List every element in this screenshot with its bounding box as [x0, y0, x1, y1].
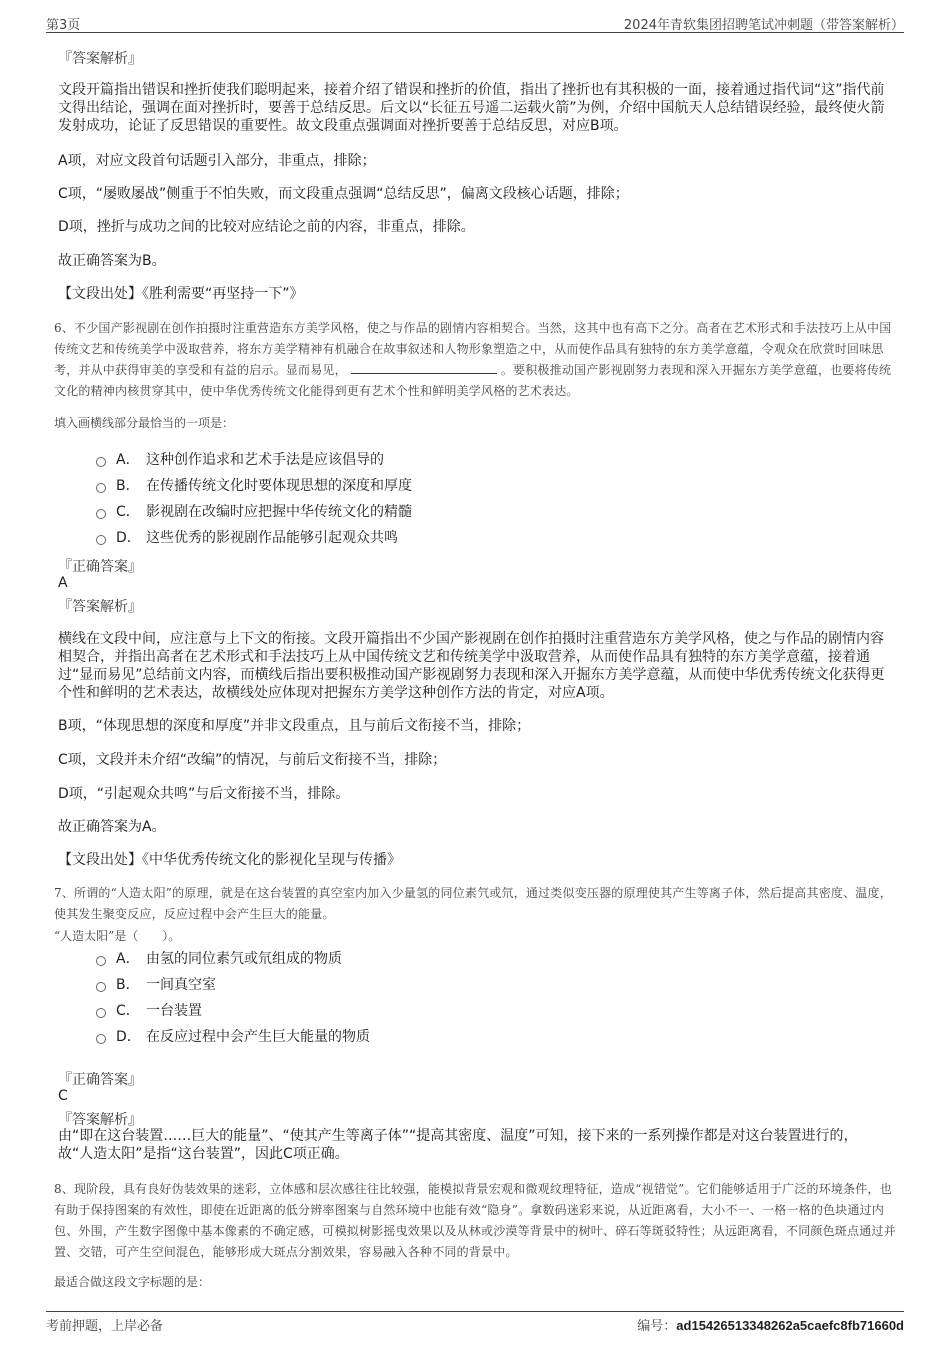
q6-analysis-label: 『答案解析』	[58, 599, 142, 615]
q5-conclusion: 故正确答案为B。	[58, 253, 166, 269]
q6-option-b[interactable]: B． 在传播传统文化时要体现思想的深度和厚度	[96, 475, 412, 495]
radio-icon[interactable]	[96, 1034, 106, 1044]
radio-icon[interactable]	[96, 982, 106, 992]
q7-answer: C	[58, 1088, 68, 1104]
q7-analysis-label: 『答案解析』	[58, 1112, 142, 1128]
q6-answer-label: 『正确答案』	[58, 559, 142, 575]
q6-stem	[54, 318, 896, 402]
q6-blank	[351, 361, 497, 374]
radio-icon[interactable]	[96, 457, 106, 467]
footer-id-label: 编号：	[637, 1319, 677, 1334]
q6-analysis: 横线在文段中间，应注意与上下文的衔接。文段开篇指出不少国产影视剧在创作拍摄时注重营造东方美学风格，使之与作品的剧情内容相契合，并指出高者在艺术形式和手法技巧上从中国传统文艺和传统美学中汲取营养，从而使作品具有独特的东方美学意蕴，接着通过“显而易见”总结前文内容，而横线后指出要积极推动国产影视剧努力表现和深入开掘东方美学意蕴，从而使中华优秀传统文化获得更个性和鲜明的艺术表达，故横线处应体现对把握东方美学这种创作方法的肯定，对应A项。	[58, 631, 885, 701]
q6-option-c-note: C项，文段并未介绍“改编”的情况，与前后文衔接不当，排除；	[58, 752, 447, 768]
radio-icon[interactable]	[96, 1008, 106, 1018]
page-footer	[46, 1311, 904, 1342]
q7-answer-label: 『正确答案』	[58, 1072, 142, 1088]
q5-option-a-note: A项，对应文段首句话题引入部分，非重点，排除；	[58, 153, 376, 169]
q7-option-c[interactable]: C． 一台装置	[96, 1000, 202, 1020]
q5-analysis-label: 『答案解析』	[58, 51, 142, 67]
q7-question: “人造太阳”是（ ）。	[54, 929, 181, 943]
radio-icon[interactable]	[96, 956, 106, 966]
q6-source: 【文段出处】《中华优秀传统文化的影视化呈现与传播》	[58, 852, 401, 868]
radio-icon[interactable]	[96, 509, 106, 519]
footer-id	[637, 1315, 904, 1334]
q7-stem: 7、所谓的“人造太阳”的原理，就是在这台装置的真空室内加入少量氢的同位素氕或氘，通过类似变压器的原理使其产生等离子体，然后提高其密度、温度，使其发生聚变反应，反应过程中会产生巨大的能量。	[54, 886, 892, 921]
q6-option-b-note: B项，“体现思想的深度和厚度”并非文段重点，且与前后文衔接不当，排除；	[58, 718, 531, 734]
q7-option-d[interactable]: D． 在反应过程中会产生巨大能量的物质	[96, 1026, 370, 1046]
radio-icon[interactable]	[96, 483, 106, 493]
footer-id-value: ad15426513348262a5caefc8fb71660d	[676, 1318, 904, 1333]
q6-stem-part1: 6、不少国产影视剧在创作拍摄时注重营造东方美学风格，使之与作品的剧情内容相契合。当然，这其中也有高下之分。高者在艺术形式和手法技巧上从中国传统文艺和传统美学中汲取营养，将东方美学精神有机融合在故事叙述和人物形象塑造之中，从而使作品具有独特的东方美学意蕴，令观众在欣赏时回味思考，并从中获得审美的享受和有益的启示。显而易见，	[54, 321, 892, 377]
page-header	[46, 0, 904, 33]
q8-prompt: 最适合做这段文字标题的是：	[54, 1275, 211, 1289]
q5-source: 【文段出处】《胜利需要“再坚持一下”》	[58, 286, 304, 302]
q7-analysis: 由“即在这台装置……巨大的能量”、“使其产生等离子体”“提高其密度、温度”可知，接下来的一系列操作都是对这台装置进行的，故“人造太阳”是指“这台装置”，因此C项正确。	[58, 1128, 858, 1162]
document-title: 2024年青软集团招聘笔试冲刺题（带答案解析）	[623, 18, 904, 33]
q6-conclusion: 故正确答案为A。	[58, 819, 166, 835]
q6-option-c[interactable]: C． 影视剧在改编时应把握中华传统文化的精髓	[96, 501, 412, 521]
q6-answer: A	[58, 575, 68, 591]
q6-option-a[interactable]: A． 这种创作追求和艺术手法是应该倡导的	[96, 449, 384, 469]
radio-icon[interactable]	[96, 535, 106, 545]
footer-slogan: 考前押题，上岸必备	[46, 1319, 164, 1334]
page-number: 第3页	[46, 18, 81, 33]
q7-option-b[interactable]: B． 一间真空室	[96, 974, 216, 994]
q6-prompt: 填入画横线部分最恰当的一项是：	[54, 416, 235, 430]
q6-option-d[interactable]: D． 这些优秀的影视剧作品能够引起观众共鸣	[96, 527, 398, 547]
q8-stem: 8、现阶段，具有良好伪装效果的迷彩，立体感和层次感往往比较强，能模拟背景宏观和微观纹理特征，造成“视错觉”。它们能够适用于广泛的环境条件，也有助于保持图案的有效性，即使在近距离的低分辨率图案与自然环境中也能有效“隐身”。拿数码迷彩来说，从近距离看，大小不一、一格一格的色块通过内包、外围，产生数字图像中基本像素的不确定感，可模拟树影摇曳效果以及从林或沙漠等背景中的树叶、碎石等斑驳特性；从远距离看，不同颜色斑点通过并置、交错，可产生空间混色，能够形成大斑点分割效果，容易融入各种不同的背景中。	[54, 1182, 896, 1259]
q5-option-c-note: C项，“屡败屡战”侧重于不怕失败，而文段重点强调“总结反思”，偏离文段核心话题，排除；	[58, 186, 629, 202]
q5-option-d-note: D项，挫折与成功之间的比较对应结论之前的内容，非重点，排除。	[58, 219, 475, 235]
q6-option-d-note: D项，“引起观众共鸣”与后文衔接不当，排除。	[58, 786, 350, 802]
q7-option-a[interactable]: A． 由氢的同位素氕或氘组成的物质	[96, 948, 342, 968]
q5-analysis: 文段开篇指出错误和挫折使我们聪明起来，接着介绍了错误和挫折的价值，指出了挫折也有其积极的一面，接着通过指代词“这”指代前文得出结论，强调在面对挫折时，要善于总结反思。后文以“长征五号遥二运载火箭”为例，介绍中国航天人总结错误经验，最终使火箭发射成功，论证了反思错误的重要性。故文段重点强调面对挫折要善于总结反思，对应B项。	[58, 82, 885, 134]
q6-stem-part2: 。要积极推动国产影视剧努力表现和深入开掘东方美学意蕴，也要将传统文化的精神内核贯穿其中，使中华优秀传统文化能得到更有艺术个性和鲜明美学风格的艺术表达。	[54, 363, 892, 398]
